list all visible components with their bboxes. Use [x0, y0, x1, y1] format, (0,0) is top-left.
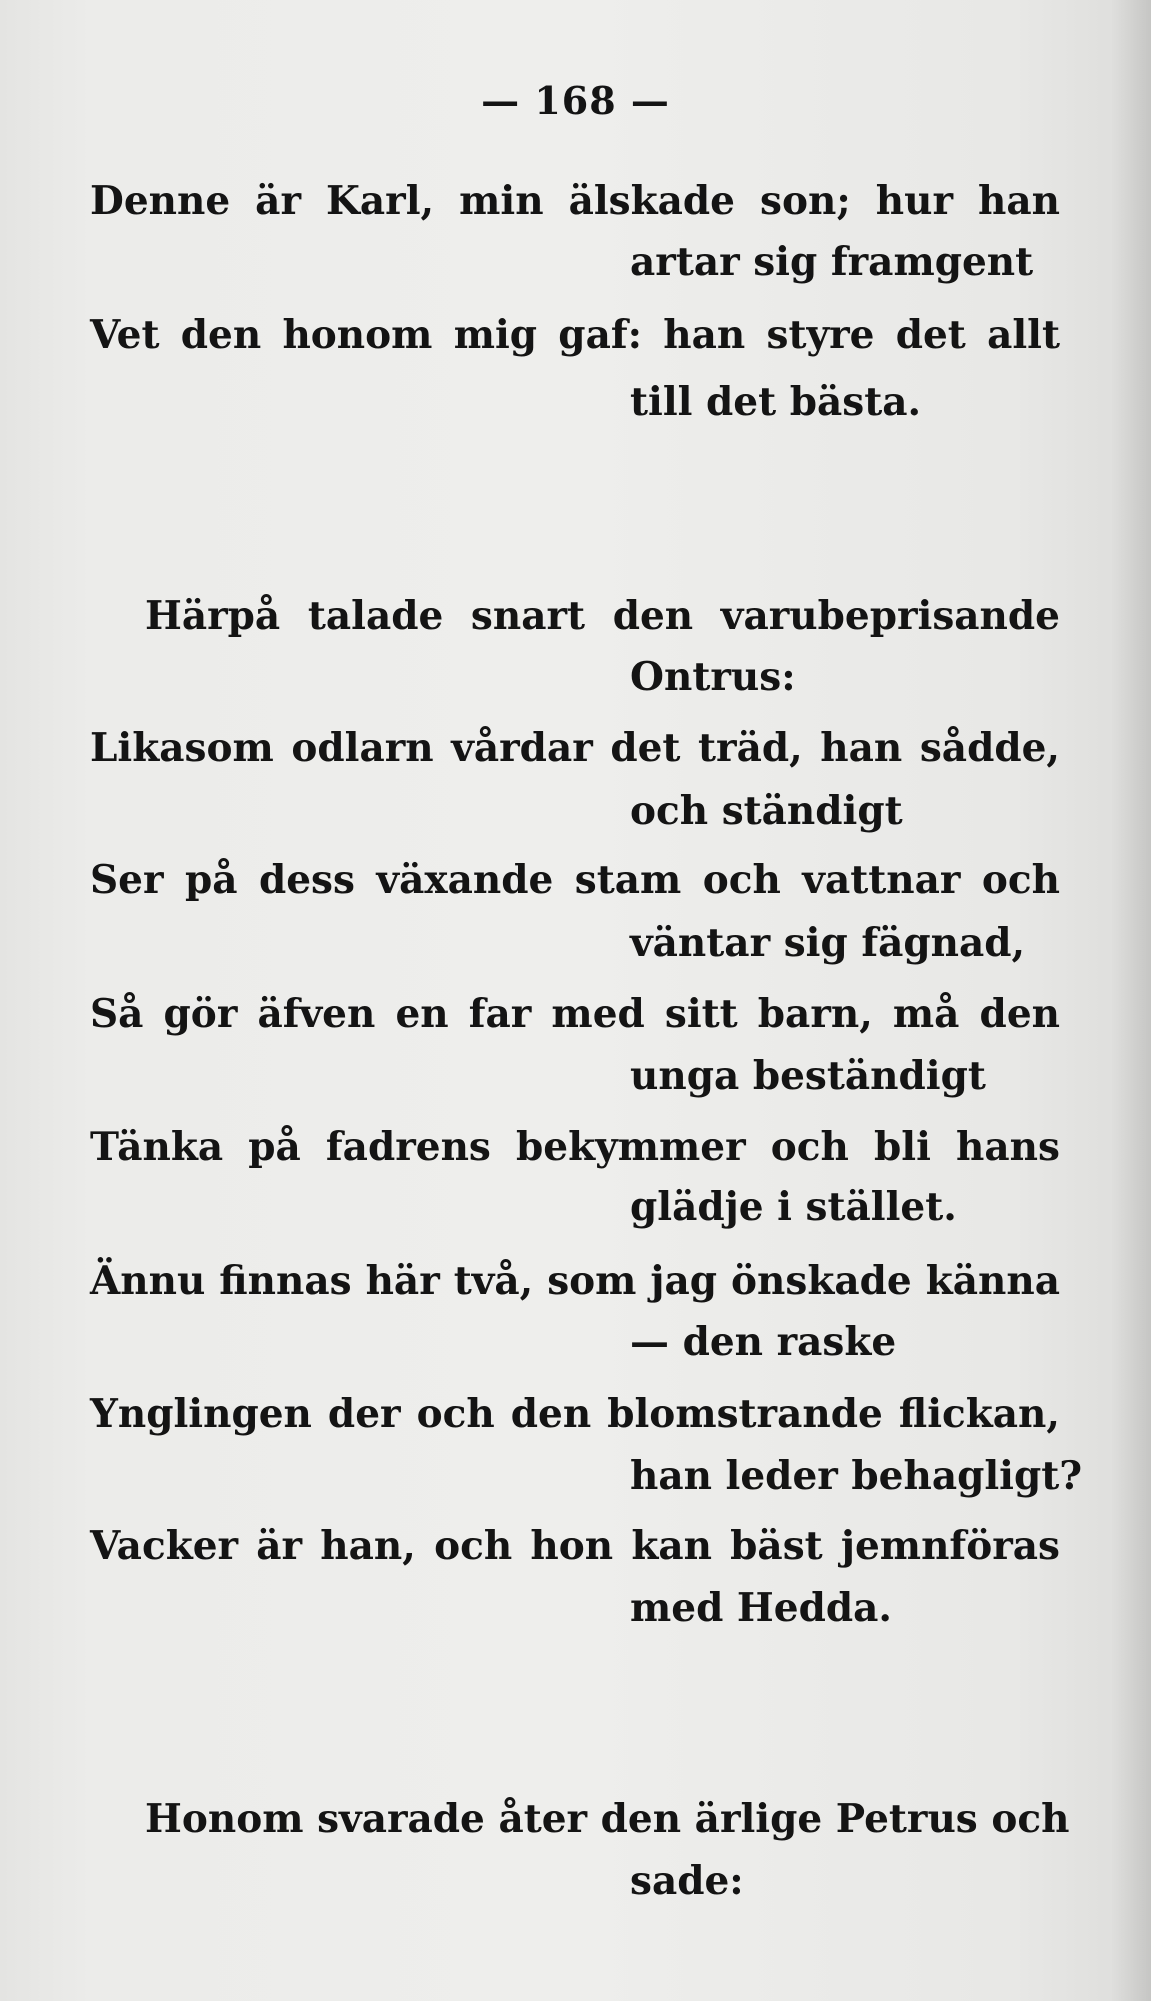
verse-line: Så gör äfven en far med sitt barn, må den	[90, 991, 1060, 1037]
verse-line-continuation: unga beständigt	[630, 1053, 986, 1099]
verse-line-continuation: glädje i stället.	[630, 1184, 957, 1230]
verse-line: Denne är Karl, min älskade son; hur han	[90, 178, 1060, 224]
verse-line: Ynglingen der och den blomstrande flickan,	[90, 1391, 1060, 1437]
page-number-text: — 168 —	[481, 78, 670, 123]
verse-line-continuation: sade:	[630, 1858, 744, 1904]
verse-line: Vacker är han, och hon kan bäst jemnföras	[90, 1523, 1060, 1569]
verse-line: Ser på dess växande stam och vattnar och	[90, 857, 1060, 903]
narration-line: Härpå talade snart den varubeprisande	[145, 593, 1060, 639]
verse-line: Likasom odlarn vårdar det träd, han sådde,	[90, 725, 1060, 771]
verse-line: Tänka på fadrens bekymmer och bli hans	[90, 1124, 1060, 1170]
narration-line: Honom svarade åter den ärlige Petrus och	[145, 1796, 1070, 1842]
verse-line-continuation: artar sig framgent	[630, 239, 1034, 285]
page-number	[0, 78, 1151, 123]
verse-line: Ännu finnas här två, som jag önskade känna	[90, 1258, 1060, 1304]
verse-line: Vet den honom mig gaf: han styre det allt	[90, 312, 1060, 358]
page-edge-shadow	[1111, 0, 1151, 2001]
verse-line-continuation: — den raske	[630, 1319, 897, 1365]
verse-line-continuation: väntar sig fägnad,	[630, 920, 1026, 966]
verse-line-continuation: med Hedda.	[630, 1585, 892, 1631]
verse-line-continuation: till det bästa.	[630, 379, 922, 425]
verse-line-continuation: och ständigt	[630, 788, 903, 834]
verse-line-continuation: han leder behagligt?	[630, 1453, 1083, 1499]
verse-line-continuation: Ontrus:	[630, 654, 796, 700]
